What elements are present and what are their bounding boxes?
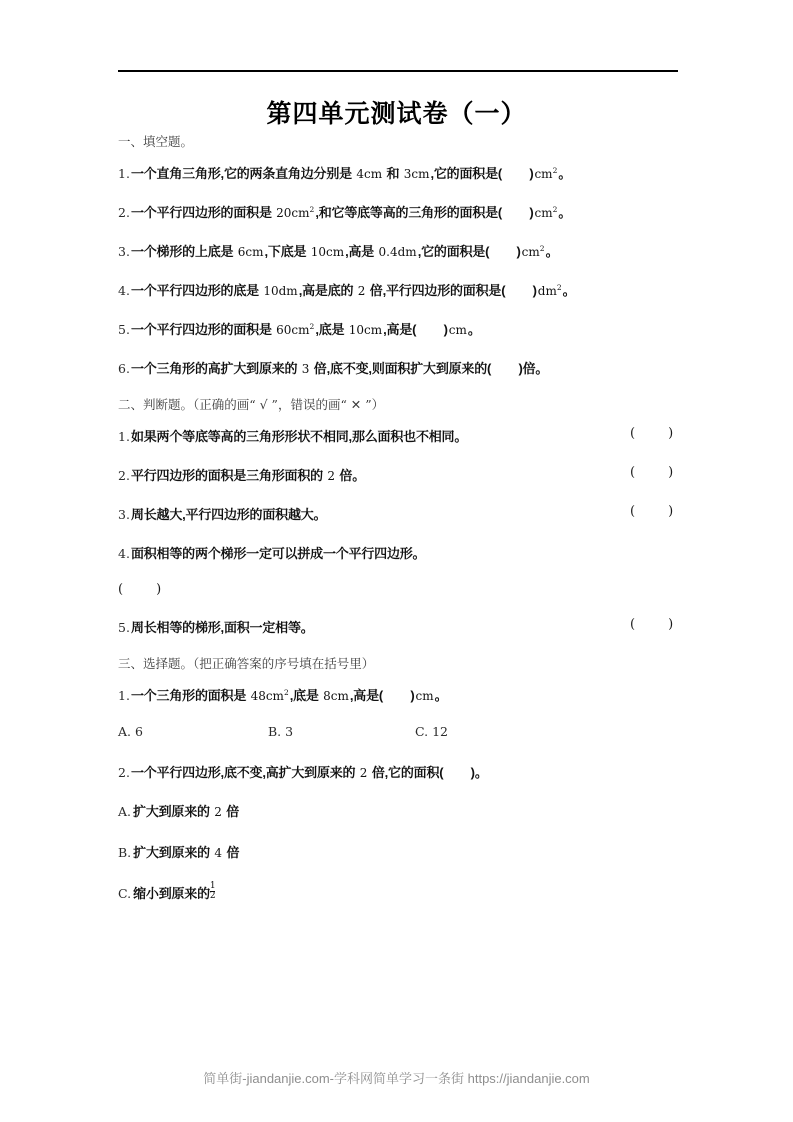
answer-blank[interactable]	[489, 244, 516, 259]
answer-blank[interactable]	[505, 283, 532, 298]
multiple-choice-question-2	[118, 762, 678, 781]
question-number: 5.	[118, 620, 130, 635]
value-area: $48cm^2$	[250, 688, 289, 703]
answer-bracket[interactable]: ( )	[630, 617, 674, 632]
fill-blank-question-2	[118, 202, 678, 221]
answer-blank[interactable]	[443, 765, 470, 780]
unit-label: $cm^2$	[534, 166, 558, 181]
question-text: 一个直角三角形,它的两条直角边分别是 4cm 和 3cm,它的面积是( )$cm^2$。	[130, 166, 572, 181]
header-divider	[118, 70, 678, 72]
value-base: 10dm	[263, 284, 298, 298]
page-title: 第四单元测试卷（一）	[266, 99, 527, 128]
fill-blank-question-6	[118, 358, 678, 377]
question-number: 2.	[118, 205, 130, 220]
question-text: 周长越大,平行四边形的面积越大。	[130, 507, 327, 522]
answer-bracket[interactable]: ( )	[630, 465, 674, 480]
fill-blank-question-5	[118, 319, 678, 338]
section-heading-fill-in-blank: 一、填空题。	[118, 134, 194, 149]
question-text: 如果两个等底等高的三角形形状不相同,那么面积也不相同。	[130, 429, 468, 444]
option-label: 扩大到原来的 4 倍	[133, 845, 240, 860]
value-height: 0.4dm	[378, 245, 417, 259]
value-base: 10cm	[348, 323, 383, 337]
option-a[interactable]	[118, 801, 678, 820]
answer-blank[interactable]	[502, 166, 529, 181]
question-number: 3.	[118, 244, 130, 259]
question-number: 1.	[118, 166, 130, 181]
question-text: 一个梯形的上底是 6cm,下底是 10cm,高是 0.4dm,它的面积是( )$cm^2$。	[130, 244, 559, 259]
section-heading-true-false: 二、判断题。（正确的画“ √ ”，错误的画“ ✕ ”）	[118, 397, 385, 412]
value-area: $60cm^2$	[276, 322, 315, 337]
question-number: 4.	[118, 546, 130, 561]
option-c[interactable]: C. 12	[415, 724, 448, 739]
fill-blank-question-4	[118, 280, 678, 299]
worksheet-content	[118, 134, 678, 926]
question-text: 一个平行四边形,底不变,高扩大到原来的 2 倍,它的面积( )。	[130, 765, 488, 780]
question-number: 5.	[118, 322, 130, 337]
value-multiplier: 3	[301, 362, 310, 376]
question-number: 4.	[118, 283, 130, 298]
question-text: 一个平行四边形的底是 10dm,高是底的 2 倍,平行四边形的面积是( )$dm^2$。	[130, 283, 576, 298]
question-number: 1.	[118, 688, 130, 703]
fill-blank-question-3	[118, 241, 678, 260]
question-text: 周长相等的梯形,面积一定相等。	[130, 620, 314, 635]
value-multiplier: 2	[214, 805, 222, 819]
unit-label: cm	[415, 689, 434, 703]
value-top-base: 6cm	[237, 245, 264, 259]
option-label: 扩大到原来的 2 倍	[133, 804, 240, 819]
answer-blank[interactable]	[416, 322, 443, 337]
option-b[interactable]	[118, 842, 678, 861]
value-multiplier: 2	[357, 284, 366, 298]
question-text: 平行四边形的面积是三角形面积的 2 倍。	[130, 468, 366, 483]
question-text: 面积相等的两个梯形一定可以拼成一个平行四边形。	[130, 546, 426, 561]
unit-label: $cm^2$	[521, 244, 545, 259]
unit-label: cm	[448, 323, 467, 337]
question-text: 一个三角形的高扩大到原来的 3 倍,底不变,则面积扩大到原来的( )倍。	[130, 361, 549, 376]
value-area: $20cm^2$	[276, 205, 315, 220]
value-multiplier: 2	[327, 469, 335, 483]
page-footer: 简单街-jiandanjie.com-学科网简单学习一条街 https://jiandanjie.com	[203, 1071, 590, 1086]
option-letter: C.	[118, 886, 132, 901]
true-false-question-4	[118, 543, 678, 562]
value-multiplier: 2	[359, 766, 368, 780]
value-bottom-base: 10cm	[310, 245, 345, 259]
value-leg-a: 4cm	[356, 167, 383, 181]
option-letter: B.	[118, 845, 132, 860]
option-b[interactable]: B. 3	[268, 724, 294, 739]
question-number: 6.	[118, 361, 130, 376]
unit-label: $dm^2$	[537, 283, 562, 298]
answer-blank[interactable]	[502, 205, 529, 220]
true-false-question-5	[118, 617, 678, 636]
multiple-choice-question-1	[118, 685, 678, 704]
answer-bracket[interactable]: ( )	[630, 504, 674, 519]
value-multiplier: 4	[214, 846, 223, 860]
question-text: 一个平行四边形的面积是 $60cm^2$,底是 10cm,高是( )cm。	[130, 322, 481, 337]
option-letter: A.	[118, 804, 132, 819]
fraction-one-half	[210, 882, 216, 901]
fraction-denominator: 2	[209, 891, 216, 902]
question-number: 2.	[118, 468, 130, 483]
multiple-choice-1-options	[118, 724, 678, 742]
answer-bracket-wrapped[interactable]: ( )	[118, 582, 162, 597]
value-base: 8cm	[323, 689, 349, 703]
option-c[interactable]	[118, 880, 678, 904]
true-false-question-2	[118, 465, 678, 484]
fill-blank-question-1	[118, 163, 678, 182]
answer-bracket[interactable]: ( )	[630, 426, 674, 441]
fraction-numerator: 1	[209, 880, 216, 891]
question-number: 3.	[118, 507, 130, 522]
section-heading-multiple-choice: 三、选择题。（把正确答案的序号填在括号里）	[118, 656, 375, 671]
answer-blank[interactable]	[383, 688, 410, 703]
question-number: 2.	[118, 765, 130, 780]
question-text: 一个三角形的面积是 $48cm^2$,底是 8cm,高是( )cm。	[130, 688, 448, 703]
true-false-question-1	[118, 426, 678, 445]
value-leg-b: 3cm	[403, 167, 430, 181]
answer-blank[interactable]	[491, 361, 518, 376]
true-false-question-3	[118, 504, 678, 523]
option-a[interactable]: A. 6	[118, 724, 143, 739]
question-number: 1.	[118, 429, 130, 444]
unit-label: $cm^2$	[534, 205, 558, 220]
option-label: 缩小到原来的$\frac{1}{2}$	[133, 880, 216, 902]
question-text: 一个平行四边形的面积是 $20cm^2$,和它等底等高的三角形的面积是( )$cm^2$。	[130, 205, 572, 220]
